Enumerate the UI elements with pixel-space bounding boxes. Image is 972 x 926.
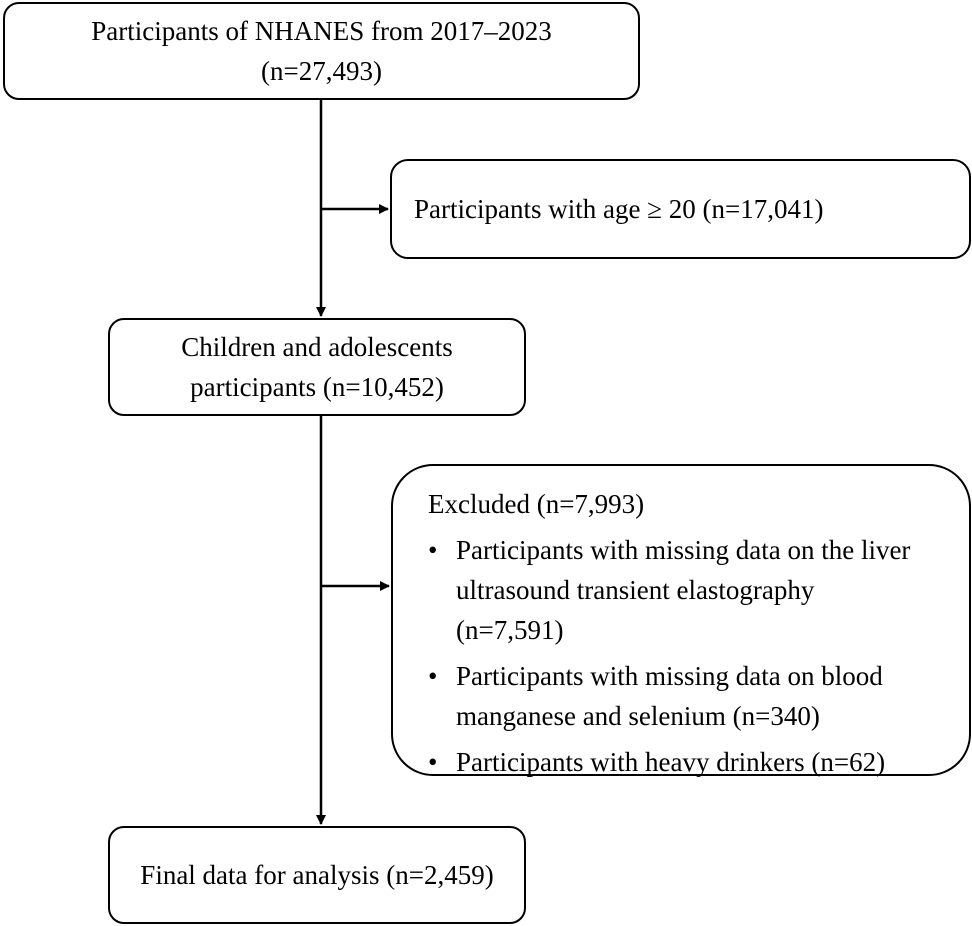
children-box-line1: Children and adolescents [181,332,453,362]
final-box-text: Final data for analysis (n=2,459) [140,860,494,890]
excluded-item-line: Participants with missing data on the liver [456,535,911,565]
children-box [108,318,526,416]
excluded-item-line: manganese and selenium (n=340) [456,701,820,731]
start-box-line2: (n=27,493) [261,56,382,86]
bullet-icon: • [428,747,438,777]
age-filter-text: Participants with age ≥ 20 (n=17,041) [414,194,824,224]
bullet-icon: • [428,661,438,691]
excluded-item-line: ultrasound transient elastography [456,575,815,605]
excluded-item [428,530,959,650]
excluded-item-line: Participants with missing data on blood [456,661,883,691]
excluded-box [391,464,971,776]
start-box-line1: Participants of NHANES from 2017–2023 [91,16,552,46]
bullet-icon: • [428,535,438,565]
children-box-line2: participants (n=10,452) [190,372,444,402]
age-filter-box [390,159,971,259]
final-box [108,826,526,924]
excluded-title: Excluded (n=7,993) [428,489,645,519]
excluded-item-line: (n=7,591) [456,615,564,645]
start-box [3,2,640,100]
excluded-item-line: Participants with heavy drinkers (n=62) [456,747,886,777]
excluded-item [428,742,959,782]
excluded-list [428,530,959,782]
excluded-item [428,656,959,736]
